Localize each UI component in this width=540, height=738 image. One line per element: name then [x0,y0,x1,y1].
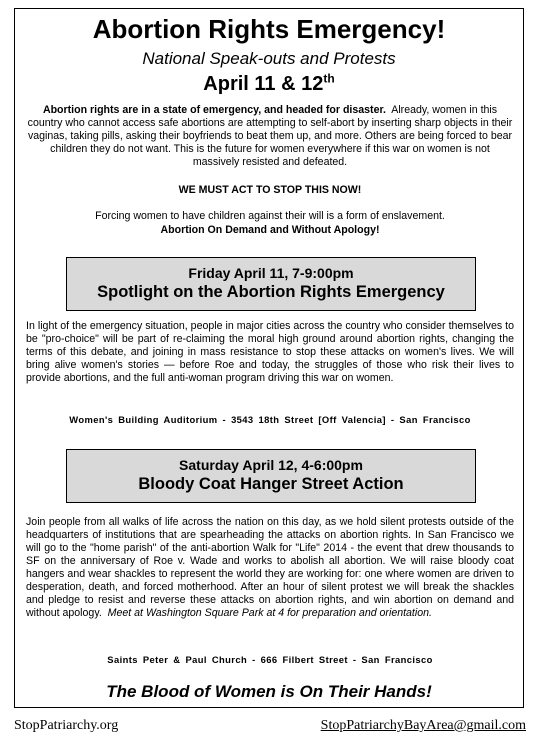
intro-body: Already, women in this country who cannot access safe abortions are attempting to self-abort by inserting sharp objects in their vaginas, taking pills, asking their boyfriends to beat them up, and more. Others are being forced to bear children they do not want. This is the future for women everywhere if this war on women is not massively resisted and defeated. [27,104,513,168]
event2-location: Saints Peter & Paul Church - 666 Filbert Street - San Francisco [107,654,433,665]
intro-paragraph [26,104,514,169]
event2-meeting-note: Meet at Washington Square Park at 4 for preparation and orientation. [107,607,432,619]
event1-location: Women's Building Auditorium - 3543 18th Street [Off Valencia] - San Francisco [69,414,471,425]
date-main: April 11 & 12 [203,73,324,95]
slogan: Abortion On Demand and Without Apology! [160,224,380,236]
enslavement-statement: Forcing women to have children against their will is a form of enslavement. [95,210,445,222]
flyer-title: Abortion Rights Emergency! [92,14,446,44]
event1-description: In light of the emergency situation, people in major cities across the country who consider themselves to be "pro-choice" will be part of re-claiming the moral high ground around abortion rights, changing the terms of this debate, and joining in mass resistance to stop these attacks on women's lives. We will bring alive women's stories — before Roe and today, the struggles of those who risk their lives to provide abortions, and the full anti-woman program driving this war on women. [26,320,514,384]
event1-title: Spotlight on the Abortion Rights Emergency [97,283,445,301]
date-suffix: th [323,71,335,86]
email-link[interactable]: StopPatriarchyBayArea@gmail.com [320,718,526,733]
event2-title: Bloody Coat Hanger Street Action [138,475,404,493]
event2-description-text: Join people from all walks of life across the nation on this day, as we hold silent protests outside of the headquarters of institutions that are spearheading the attacks on abortion rights. In San Francisco we will go to the "home parish" of the anti-abortion Walk for "Life" 2014 - the event that drew thousands to SF on the anniversary of Roe v. Wade and works to abolish all abortion. We will raise bloody coat hangers and wear shackles to represent the world they are working for: one where women are driven to desperation, death, and forced motherhood. After an hour of silent protest we will break the shackles and pledge to resist and reverse these attacks on abortion rights, and win abortion on demand and without apology. [26,516,514,619]
event2-date: Saturday April 12, 4-6:00pm [179,457,363,473]
flyer-date [14,72,524,96]
intro-lead: Abortion rights are in a state of emergency, and headed for disaster. [42,104,386,116]
event2-header-box [66,449,476,503]
call-to-action: WE MUST ACT TO STOP THIS NOW! [178,184,362,196]
event1-date: Friday April 11, 7-9:00pm [188,265,354,281]
website-link[interactable]: StopPatriarchy.org [14,718,119,733]
closing-slogan: The Blood of Women is On Their Hands! [106,682,432,701]
event1-header-box [66,257,476,311]
flyer-subtitle: National Speak-outs and Protests [142,49,396,68]
event2-description [26,516,514,620]
